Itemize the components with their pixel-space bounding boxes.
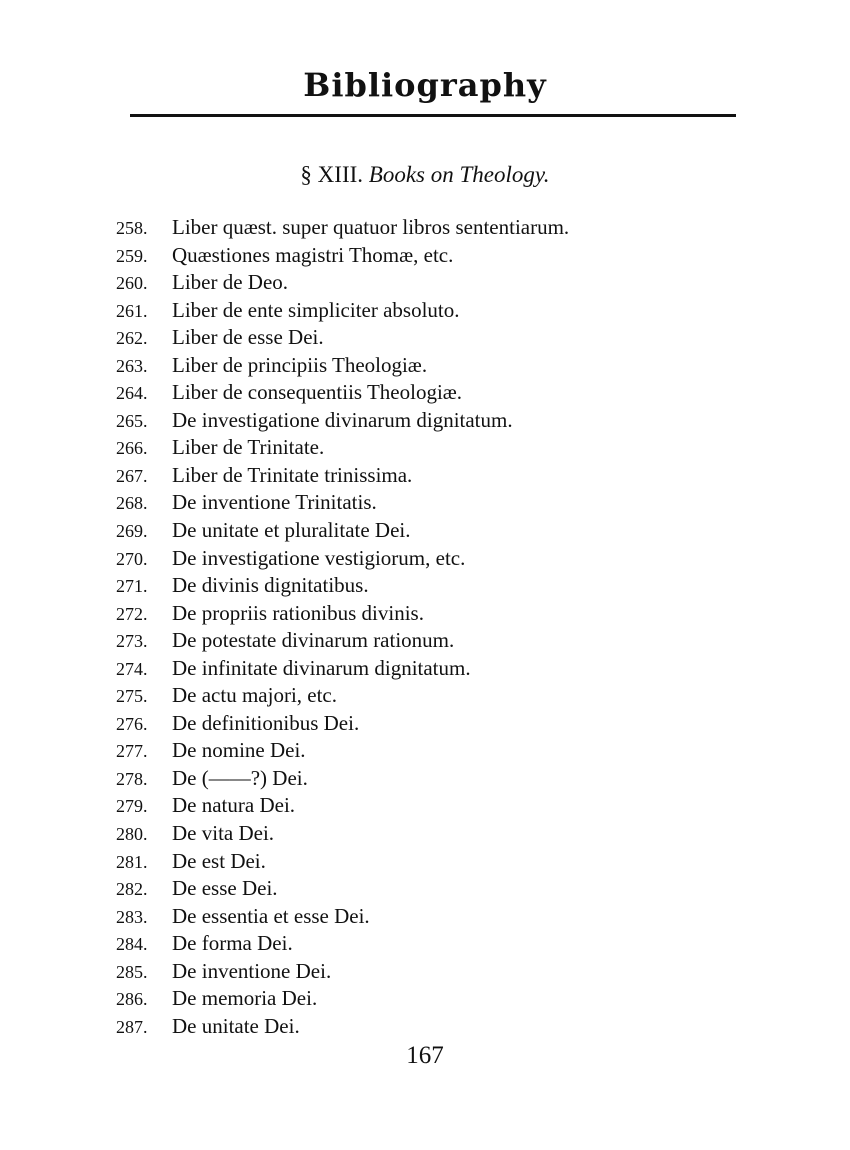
section-heading [0,162,850,188]
entry-number: 284. [116,934,148,955]
entry-number: 287. [116,1016,148,1037]
list-item [116,1013,756,1041]
list-item [116,517,756,545]
entry-title: De est Dei. [172,848,266,873]
list-item [116,489,756,517]
list-item [116,269,756,297]
entry-title: De unitate Dei. [172,1013,300,1038]
entry-number: 271. [116,576,148,597]
section-title: Books on Theology. [368,162,550,187]
entry-number: 263. [116,355,148,376]
entry-title: De inventione Dei. [172,958,332,983]
entry-title: De inventione Trinitatis. [172,490,377,515]
entry-number: 259. [116,245,148,266]
section-symbol: § [300,162,312,187]
entry-number: 273. [116,631,148,652]
list-item [116,737,756,765]
entry-number: 281. [116,851,148,872]
entry-title: Liber de esse Dei. [172,325,324,350]
entry-number: 280. [116,824,148,845]
page-number: 167 [406,1042,444,1069]
entry-title: De actu majori, etc. [172,683,338,708]
entry-number: 278. [116,768,148,789]
list-item [116,545,756,573]
list-item [116,765,756,793]
entry-title: Liber de consequentiis Theologiæ. [172,380,463,405]
entry-title: De unitate et pluralitate Dei. [172,518,411,543]
entry-title: De memoria Dei. [172,986,318,1011]
entry-number: 282. [116,879,148,900]
entry-title: De natura Dei. [172,793,296,818]
list-item [116,985,756,1013]
entry-number: 269. [116,521,148,542]
entry-title: Liber de ente simpliciter absoluto. [172,297,460,322]
list-item [116,214,756,242]
bibliography-list [116,214,756,1040]
list-item [116,407,756,435]
list-item [116,875,756,903]
list-item [116,324,756,352]
list-item [116,379,756,407]
entry-title: De forma Dei. [172,931,293,956]
entry-number: 261. [116,300,148,321]
entry-title: Liber quæst. super quatuor libros sententiarum. [172,215,570,239]
entry-number: 270. [116,548,148,569]
entry-number: 286. [116,989,148,1010]
entry-number: 277. [116,741,148,762]
list-item [116,792,756,820]
entry-title: Liber de Trinitate. [172,435,325,460]
entry-title: Quæstiones magistri Thomæ, etc. [172,242,454,267]
list-item [116,903,756,931]
entry-number: 266. [116,438,148,459]
entry-title: Liber de Deo. [172,270,289,295]
entry-number: 283. [116,906,148,927]
entry-number: 267. [116,465,148,486]
entry-number: 262. [116,328,148,349]
entry-number: 272. [116,603,148,624]
list-item [116,297,756,325]
list-item [116,434,756,462]
list-item [116,958,756,986]
header-rule [130,114,736,117]
entry-number: 285. [116,961,148,982]
entry-number: 264. [116,383,148,404]
section-numeral: XIII. [317,162,364,187]
entry-number: 265. [116,410,148,431]
entry-title: De definitionibus Dei. [172,710,360,735]
entry-number: 258. [116,218,148,238]
entry-number: 279. [116,796,148,817]
entry-number: 274. [116,658,148,679]
entry-title: De vita Dei. [172,821,275,846]
list-item [116,710,756,738]
list-item [116,627,756,655]
entry-title: De nomine Dei. [172,738,306,763]
entry-title: De essentia et esse Dei. [172,903,370,928]
entry-number: 268. [116,493,148,514]
list-item [116,655,756,683]
entry-title: Liber de Trinitate trinissima. [172,462,413,487]
list-item [116,820,756,848]
running-head: Bibliography [303,66,547,104]
list-item [116,242,756,270]
list-item [116,462,756,490]
entry-title: De potestate divinarum rationum. [172,628,455,653]
entry-title: De investigatione divinarum dignitatum. [172,407,513,432]
entry-title: Liber de principiis Theologiæ. [172,352,428,377]
list-item [116,848,756,876]
list-item [116,930,756,958]
entry-number: 276. [116,713,148,734]
list-item [116,352,756,380]
entry-number: 260. [116,273,148,294]
list-item [116,572,756,600]
entry-title: De infinitate divinarum dignitatum. [172,655,471,680]
entry-title: De divinis dignitatibus. [172,573,369,598]
entry-title: De esse Dei. [172,876,278,901]
entry-number: 275. [116,686,148,707]
entry-title: De (——?) Dei. [172,765,308,790]
list-item [116,600,756,628]
entry-title: De investigatione vestigiorum, etc. [172,545,466,570]
list-item [116,682,756,710]
entry-title: De propriis rationibus divinis. [172,600,424,625]
